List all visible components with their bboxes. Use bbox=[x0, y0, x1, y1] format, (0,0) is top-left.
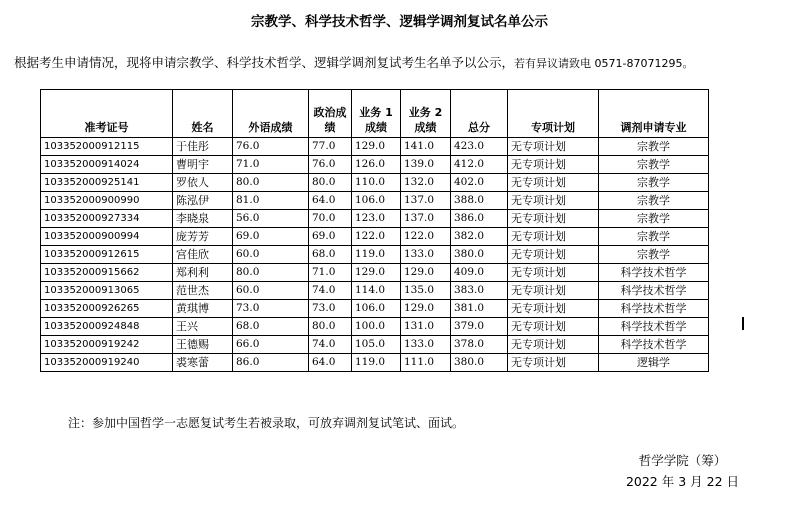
header-politics: 政治成绩 bbox=[309, 90, 352, 138]
table-header-row bbox=[41, 90, 709, 138]
cell-applied-major: 宗教学 bbox=[599, 246, 709, 264]
cell-applied-major: 科学技术哲学 bbox=[599, 282, 709, 300]
cell-subject-1: 106.0 bbox=[352, 300, 401, 318]
cell-subject-1: 123.0 bbox=[352, 210, 401, 228]
cell-foreign-language: 56.0 bbox=[233, 210, 309, 228]
cell-subject-1: 105.0 bbox=[352, 336, 401, 354]
table-row bbox=[41, 354, 709, 372]
signature-date: 2022 年 3 月 22 日 bbox=[625, 474, 739, 489]
cell-total: 380.0 bbox=[451, 246, 508, 264]
cell-special-plan: 无专项计划 bbox=[508, 264, 599, 282]
table-row bbox=[41, 300, 709, 318]
cell-politics: 69.0 bbox=[309, 228, 352, 246]
cell-name: 宫佳欣 bbox=[173, 246, 233, 264]
cell-total: 423.0 bbox=[451, 138, 508, 156]
cell-special-plan: 无专项计划 bbox=[508, 174, 599, 192]
cell-total: 381.0 bbox=[451, 300, 508, 318]
cell-exam-id: 103352000914024 bbox=[41, 156, 173, 174]
cell-foreign-language: 66.0 bbox=[233, 336, 309, 354]
cell-exam-id: 103352000927334 bbox=[41, 210, 173, 228]
header-subject-1: 业务 1 成绩 bbox=[352, 90, 401, 138]
cell-applied-major: 宗教学 bbox=[599, 138, 709, 156]
cell-subject-2: 139.0 bbox=[401, 156, 451, 174]
cell-name: 郑利利 bbox=[173, 264, 233, 282]
cell-name: 王德赐 bbox=[173, 336, 233, 354]
cell-special-plan: 无专项计划 bbox=[508, 156, 599, 174]
cell-politics: 77.0 bbox=[309, 138, 352, 156]
cell-foreign-language: 81.0 bbox=[233, 192, 309, 210]
cell-politics: 76.0 bbox=[309, 156, 352, 174]
cell-foreign-language: 76.0 bbox=[233, 138, 309, 156]
cell-total: 383.0 bbox=[451, 282, 508, 300]
cell-foreign-language: 69.0 bbox=[233, 228, 309, 246]
cell-exam-id: 103352000924848 bbox=[41, 318, 173, 336]
cell-subject-1: 100.0 bbox=[352, 318, 401, 336]
table-row bbox=[41, 174, 709, 192]
cell-exam-id: 103352000919240 bbox=[41, 354, 173, 372]
cell-name: 罗依人 bbox=[173, 174, 233, 192]
cell-subject-1: 122.0 bbox=[352, 228, 401, 246]
cell-applied-major: 逻辑学 bbox=[599, 354, 709, 372]
intro-main-text: 根据考生申请情况，现将申请宗教学、科学技术哲学、逻辑学调剂复试考生名单予以公示， bbox=[14, 55, 515, 70]
table-row bbox=[41, 336, 709, 354]
cell-subject-2: 132.0 bbox=[401, 174, 451, 192]
signature-org: 哲学学院（筹） bbox=[638, 453, 727, 468]
cell-special-plan: 无专项计划 bbox=[508, 192, 599, 210]
cell-foreign-language: 80.0 bbox=[233, 174, 309, 192]
cell-foreign-language: 73.0 bbox=[233, 300, 309, 318]
cell-total: 380.0 bbox=[451, 354, 508, 372]
cell-subject-2: 131.0 bbox=[401, 318, 451, 336]
cell-name: 裘寒蕾 bbox=[173, 354, 233, 372]
cell-subject-1: 114.0 bbox=[352, 282, 401, 300]
cell-special-plan: 无专项计划 bbox=[508, 210, 599, 228]
signature-block bbox=[626, 450, 739, 492]
cell-exam-id: 103352000926265 bbox=[41, 300, 173, 318]
header-exam-id: 准考证号 bbox=[41, 90, 173, 138]
cell-subject-1: 129.0 bbox=[352, 264, 401, 282]
cell-exam-id: 103352000925141 bbox=[41, 174, 173, 192]
cell-politics: 74.0 bbox=[309, 282, 352, 300]
cell-total: 412.0 bbox=[451, 156, 508, 174]
cell-politics: 80.0 bbox=[309, 174, 352, 192]
cell-politics: 74.0 bbox=[309, 336, 352, 354]
table-row bbox=[41, 228, 709, 246]
cell-subject-1: 119.0 bbox=[352, 354, 401, 372]
header-name: 姓名 bbox=[173, 90, 233, 138]
intro-contact-text: 若有异议请致电 0571-87071295。 bbox=[514, 57, 694, 70]
cell-total: 402.0 bbox=[451, 174, 508, 192]
cell-special-plan: 无专项计划 bbox=[508, 228, 599, 246]
cell-name: 李晓泉 bbox=[173, 210, 233, 228]
cell-special-plan: 无专项计划 bbox=[508, 246, 599, 264]
cell-subject-1: 119.0 bbox=[352, 246, 401, 264]
cell-applied-major: 科学技术哲学 bbox=[599, 300, 709, 318]
table-row bbox=[41, 246, 709, 264]
header-total: 总分 bbox=[451, 90, 508, 138]
cell-applied-major: 科学技术哲学 bbox=[599, 264, 709, 282]
cell-subject-2: 122.0 bbox=[401, 228, 451, 246]
cell-foreign-language: 86.0 bbox=[233, 354, 309, 372]
page-title: 宗教学、科学技术哲学、逻辑学调剂复试名单公示 bbox=[251, 14, 548, 30]
cell-total: 386.0 bbox=[451, 210, 508, 228]
table-row bbox=[41, 192, 709, 210]
cell-exam-id: 103352000912115 bbox=[41, 138, 173, 156]
cell-exam-id: 103352000913065 bbox=[41, 282, 173, 300]
cell-foreign-language: 60.0 bbox=[233, 246, 309, 264]
cell-special-plan: 无专项计划 bbox=[508, 300, 599, 318]
cell-subject-2: 141.0 bbox=[401, 138, 451, 156]
table-row bbox=[41, 156, 709, 174]
cell-total: 378.0 bbox=[451, 336, 508, 354]
cell-name: 王兴 bbox=[173, 318, 233, 336]
table-row bbox=[41, 318, 709, 336]
cell-total: 382.0 bbox=[451, 228, 508, 246]
cell-exam-id: 103352000915662 bbox=[41, 264, 173, 282]
cell-applied-major: 宗教学 bbox=[599, 192, 709, 210]
cell-applied-major: 科学技术哲学 bbox=[599, 318, 709, 336]
header-special-plan: 专项计划 bbox=[508, 90, 599, 138]
cell-name: 范世杰 bbox=[173, 282, 233, 300]
table-body bbox=[41, 138, 709, 372]
cell-total: 388.0 bbox=[451, 192, 508, 210]
table-row bbox=[41, 210, 709, 228]
header-foreign-language: 外语成绩 bbox=[233, 90, 309, 138]
cell-exam-id: 103352000919242 bbox=[41, 336, 173, 354]
cell-foreign-language: 80.0 bbox=[233, 264, 309, 282]
candidate-table bbox=[40, 89, 709, 372]
cell-special-plan: 无专项计划 bbox=[508, 138, 599, 156]
cell-applied-major: 宗教学 bbox=[599, 228, 709, 246]
cell-total: 409.0 bbox=[451, 264, 508, 282]
cell-politics: 70.0 bbox=[309, 210, 352, 228]
cell-special-plan: 无专项计划 bbox=[508, 282, 599, 300]
cell-subject-2: 137.0 bbox=[401, 210, 451, 228]
cell-exam-id: 103352000912615 bbox=[41, 246, 173, 264]
cell-politics: 73.0 bbox=[309, 300, 352, 318]
cell-special-plan: 无专项计划 bbox=[508, 336, 599, 354]
cell-subject-1: 126.0 bbox=[352, 156, 401, 174]
cell-politics: 71.0 bbox=[309, 264, 352, 282]
header-subject-2: 业务 2 成绩 bbox=[401, 90, 451, 138]
cell-foreign-language: 71.0 bbox=[233, 156, 309, 174]
cell-subject-1: 129.0 bbox=[352, 138, 401, 156]
cell-politics: 64.0 bbox=[309, 192, 352, 210]
cell-subject-2: 137.0 bbox=[401, 192, 451, 210]
cell-total: 379.0 bbox=[451, 318, 508, 336]
cell-exam-id: 103352000900990 bbox=[41, 192, 173, 210]
cell-name: 黄琪博 bbox=[173, 300, 233, 318]
cell-foreign-language: 68.0 bbox=[233, 318, 309, 336]
cell-politics: 64.0 bbox=[309, 354, 352, 372]
cell-name: 庞芳芳 bbox=[173, 228, 233, 246]
cell-name: 曹明宇 bbox=[173, 156, 233, 174]
table-row bbox=[41, 138, 709, 156]
cell-special-plan: 无专项计划 bbox=[508, 354, 599, 372]
table-row bbox=[41, 264, 709, 282]
cell-exam-id: 103352000900994 bbox=[41, 228, 173, 246]
cell-politics: 68.0 bbox=[309, 246, 352, 264]
cell-subject-1: 110.0 bbox=[352, 174, 401, 192]
cell-special-plan: 无专项计划 bbox=[508, 318, 599, 336]
cell-applied-major: 科学技术哲学 bbox=[599, 336, 709, 354]
cell-applied-major: 宗教学 bbox=[599, 174, 709, 192]
cell-politics: 80.0 bbox=[309, 318, 352, 336]
cell-name: 陈泓伊 bbox=[173, 192, 233, 210]
cell-applied-major: 宗教学 bbox=[599, 156, 709, 174]
cell-subject-2: 111.0 bbox=[401, 354, 451, 372]
cell-subject-2: 129.0 bbox=[401, 264, 451, 282]
cell-subject-1: 106.0 bbox=[352, 192, 401, 210]
cell-applied-major: 宗教学 bbox=[599, 210, 709, 228]
cell-name: 于佳彤 bbox=[173, 138, 233, 156]
edge-mark bbox=[742, 317, 744, 330]
table-row bbox=[41, 282, 709, 300]
cell-subject-2: 129.0 bbox=[401, 300, 451, 318]
cell-subject-2: 133.0 bbox=[401, 336, 451, 354]
header-applied-major: 调剂申请专业 bbox=[599, 90, 709, 138]
cell-foreign-language: 60.0 bbox=[233, 282, 309, 300]
cell-subject-2: 135.0 bbox=[401, 282, 451, 300]
footnote: 注：参加中国哲学一志愿复试考生若被录取，可放弃调剂复试笔试、面试。 bbox=[68, 416, 465, 430]
intro-paragraph bbox=[14, 53, 794, 71]
cell-subject-2: 133.0 bbox=[401, 246, 451, 264]
